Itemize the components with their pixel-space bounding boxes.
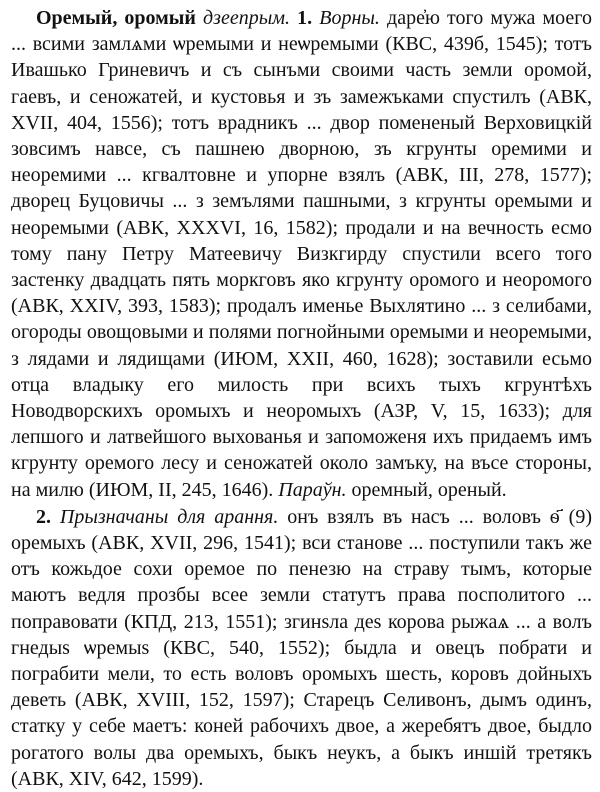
dictionary-entry-sense-1 [11, 5, 592, 503]
sense-gloss-1: Ворны. [319, 7, 380, 29]
sense-citations-1: даре҆ю того мужа моего ... всими замлѧми ѡремыми и неѡремыми (КВС, 439б, 1545); тотъ Ивашько Гриневичъ и съ сынъми своими часть земли оромой, гаевъ, и сеножатей, и кустовья и зъ замежъками спустилъ (АВК, XVII, 404, 1556); тотъ врадникъ ... двор помененый Верховицкій зовсимъ навсе, съ пашнею дворною, зъ кгрунты оремими и неоремими ... кгвалтовне и упорне взялъ (АВК, III, 278, 1577); дворец Буцовичы ... з земълями пашными, з кгрунты оремыми и неоремыми (АВК, XXXVI, 16, 1582); продали и на вечность есмо тому пану Петру Матеевичу Визкгирду спустили всего того застенку двадцать пять моркговъ яко кгрунту оромого и неоромого (АВК, XXIV, 393, 1583); продалъ именье Выхлятино ... з селибами, огороды овощовыми и полями погнойными оремыми и неоремыми, з лядами и лядищами (ИЮМ, XXII, 460, 1628); зоставили есьмо отца владыку его милость при всихъ тыхъ кгрунтѣхъ Новодворскихъ оромыхъ и неоромыхъ (АЗР, V, 15, 1633); для лепшого и латвейшого выхованья и запоможеня ихъ придаемъ имъ кгрунту оремого лесу и сеножатей около замъку, на въсе стороны, на милю (ИЮМ, II, 245, 1646). [11, 7, 592, 501]
entry-headword: Оремый, оромый [36, 7, 196, 29]
sense-citations-2: онъ взялъ въ насъ ... воловъ ѳ҃ (9) оремыхъ (АВК, XVII, 296, 1541); вси станове ... поступили такъ же отъ кожьдое сохи оремое по пенезю на страву тымъ, которые маютъ ведля прозбы всее земли статутъ права посполитого ... поправовати (КПД, 213, 1551); згинѕла деѕ корова рыжаѧ ... а волъ гнедыѕ ѡремыѕ (КВС, 540, 1552); быдла и овецъ побрати и пограбити мели, то есть воловъ оромыхъ шесть, коровъ дойныхъ деветь (АВК, XVIII, 152, 1597); Старецъ Селивонъ, дымъ одинъ, статку у себе маетъ: коней рабочихъ двое, а жеребятъ двое, быдло рогатого волы два оремыхъ, быкъ неукъ, а быкъ иншій третякъ (АВК, XIV, 642, 1599). [11, 505, 592, 790]
dictionary-entry-sense-2 [11, 504, 592, 792]
sense-number-1: 1. [297, 7, 313, 29]
parallel-forms: оремный, ореный. [351, 478, 507, 501]
sense-number-2: 2. [36, 505, 51, 528]
sense-gloss-2: Прызначаны для арання. [59, 505, 279, 528]
part-of-speech: дзеепрым. [203, 7, 291, 29]
parallel-label: Параўн. [278, 478, 347, 501]
